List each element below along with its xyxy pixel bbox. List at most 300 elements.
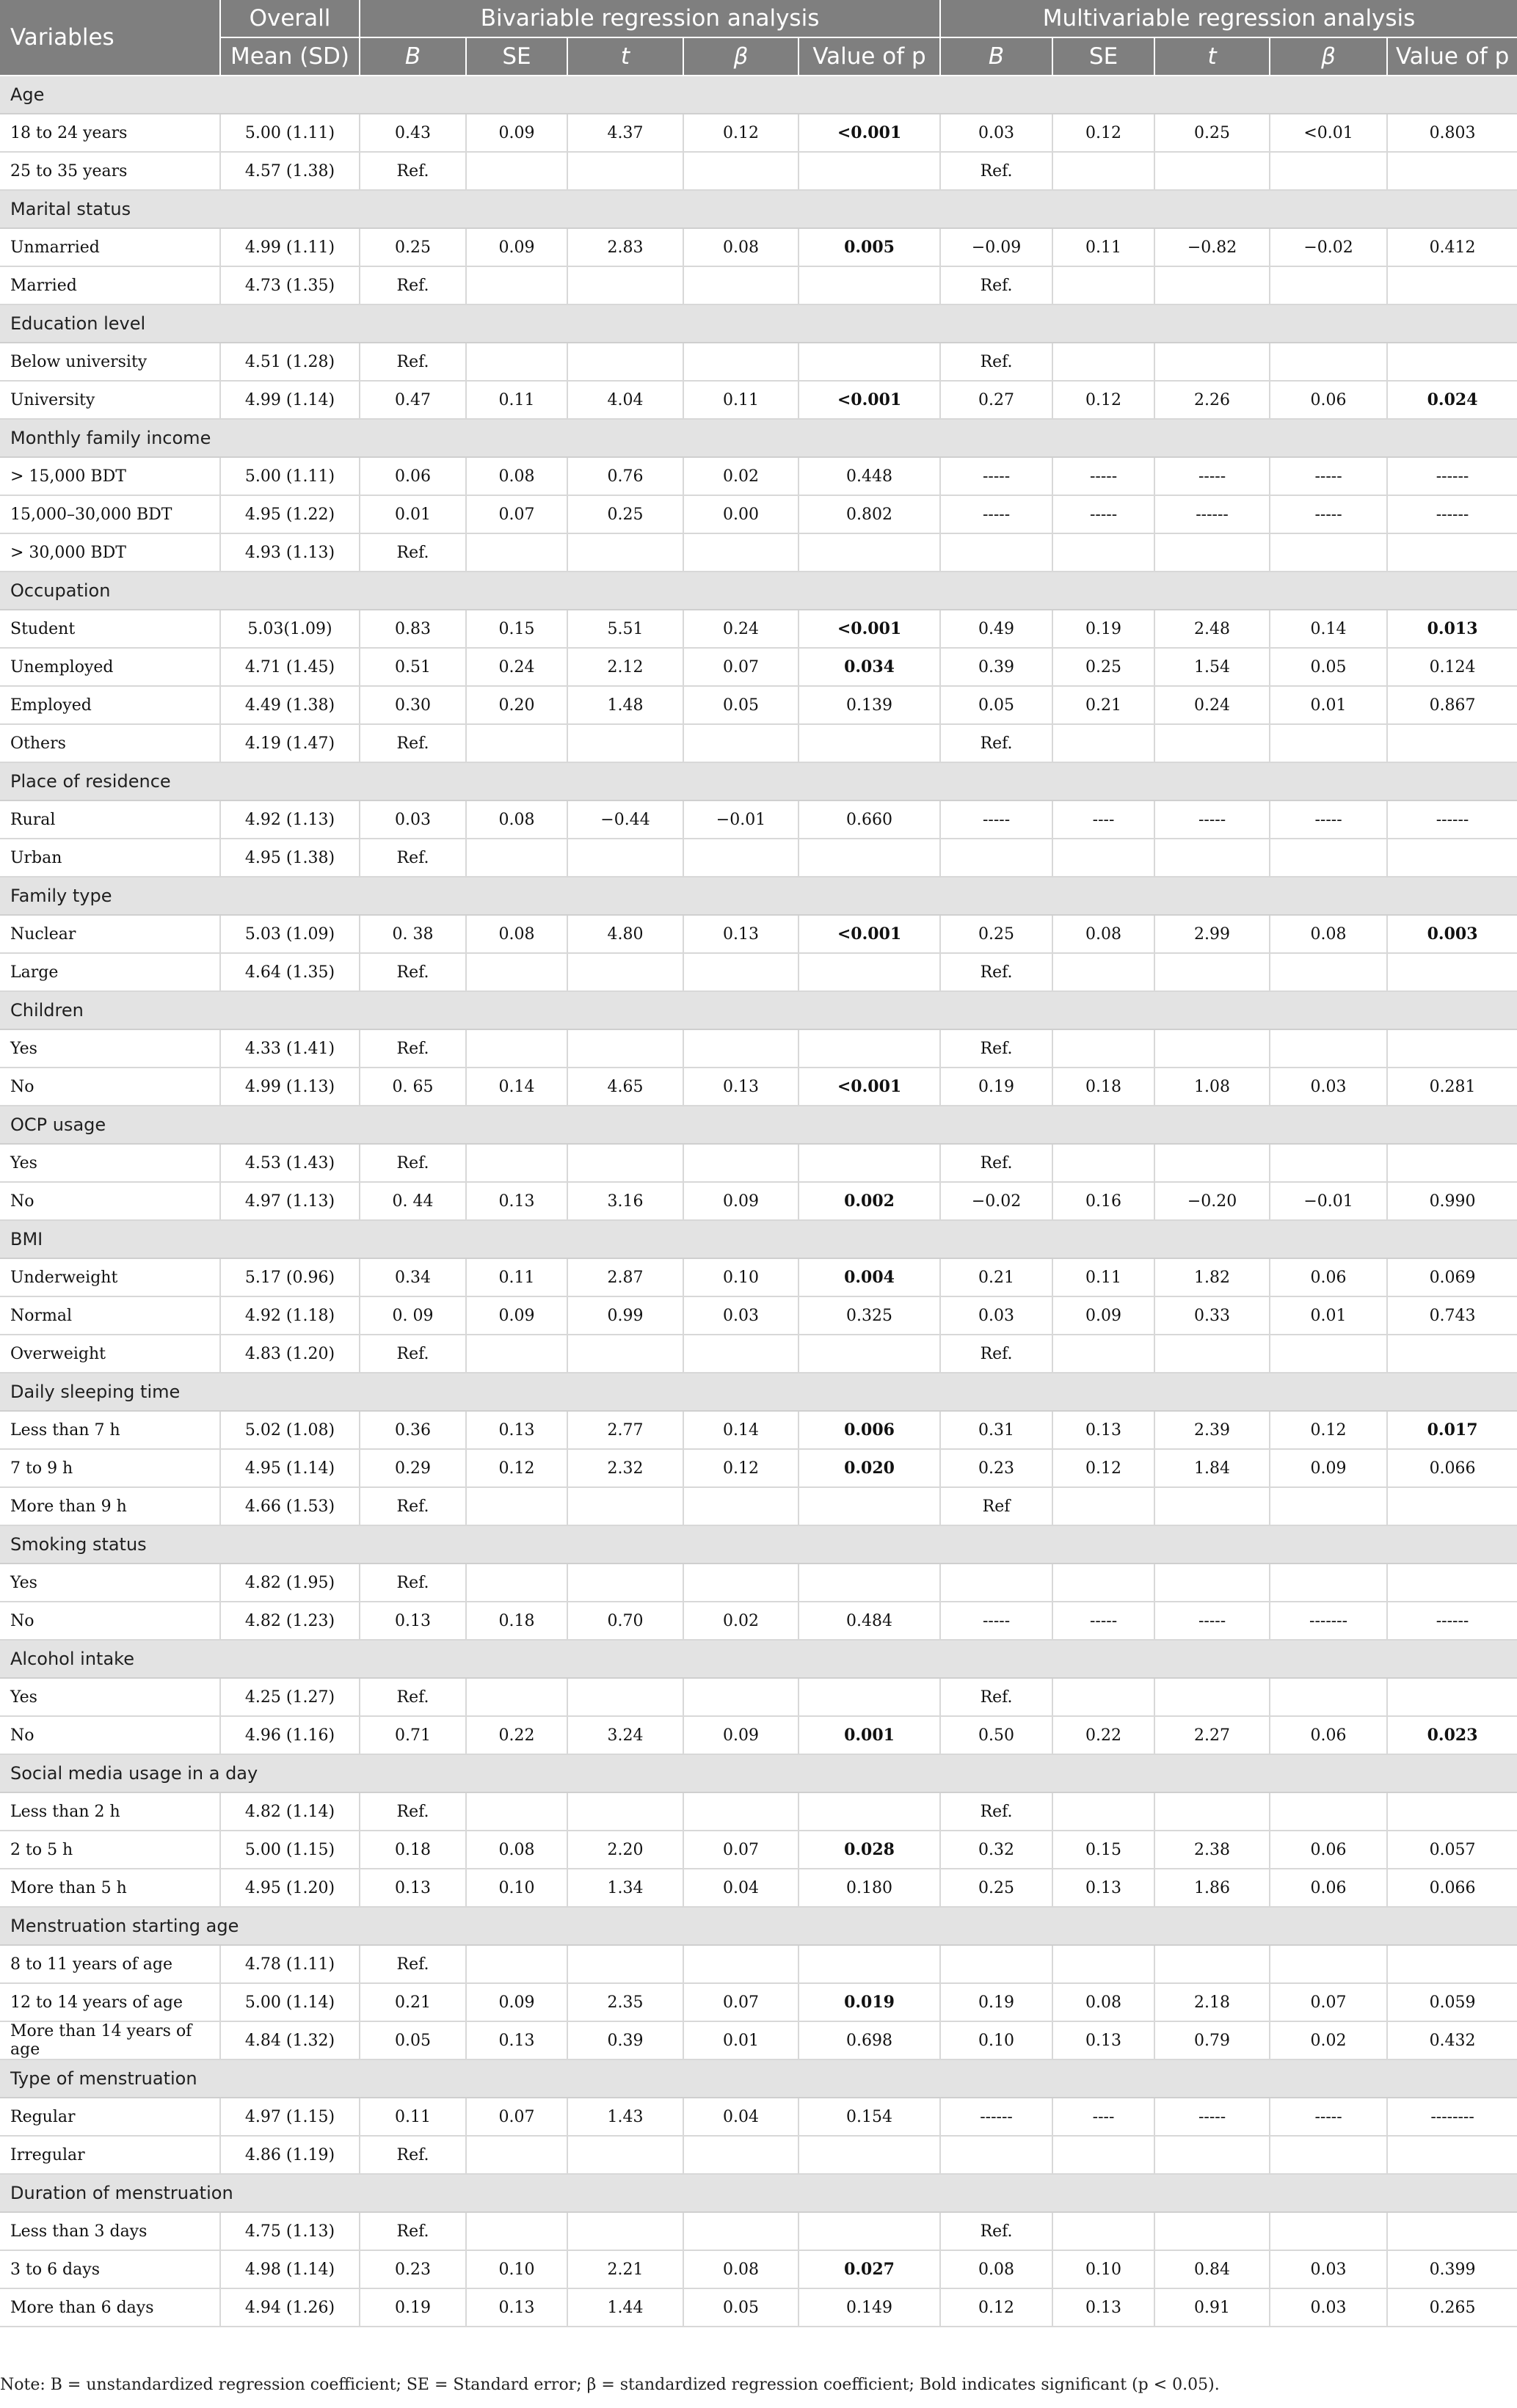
table-cell <box>1154 1792 1270 1831</box>
table-row <box>0 2098 1517 2136</box>
table-cell: 0.265 <box>1387 2288 1517 2327</box>
table-cell: Ref. <box>360 152 466 190</box>
table-cell: 0.066 <box>1387 1449 1517 1487</box>
table-row <box>0 2288 1517 2327</box>
table-cell: 0.47 <box>360 381 466 419</box>
table-cell: 2.32 <box>567 1449 683 1487</box>
category-label: Age <box>0 76 1517 114</box>
table-cell: 0.990 <box>1387 1182 1517 1220</box>
row-label: Yes <box>0 1564 220 1602</box>
table-cell: 0.432 <box>1387 2021 1517 2059</box>
row-label: 12 to 14 years of age <box>0 1983 220 2021</box>
row-label: Unmarried <box>0 228 220 266</box>
table-cell <box>466 839 567 877</box>
table-cell: 0.08 <box>683 228 798 266</box>
table-cell: −0.82 <box>1154 228 1270 266</box>
table-cell: 0.11 <box>466 1258 567 1296</box>
table-cell: 4.19 (1.47) <box>220 724 360 762</box>
category-row <box>0 1106 1517 1144</box>
table-cell <box>466 1335 567 1373</box>
table-cell <box>466 724 567 762</box>
table-cell <box>567 152 683 190</box>
table-cell: 0.08 <box>466 457 567 495</box>
table-cell: 4.66 (1.53) <box>220 1487 360 1525</box>
table-cell <box>798 1792 940 1831</box>
table-cell <box>798 1564 940 1602</box>
table-row <box>0 2136 1517 2174</box>
table-cell <box>567 1029 683 1068</box>
table-cell: 0.13 <box>1052 1869 1154 1907</box>
category-row <box>0 877 1517 915</box>
table-cell: 0.12 <box>466 1449 567 1487</box>
category-row <box>0 2174 1517 2212</box>
table-cell: 0.84 <box>1154 2250 1270 2288</box>
table-cell: 0.07 <box>1270 1983 1387 2021</box>
table-cell: 0.11 <box>1052 228 1154 266</box>
table-cell <box>683 1678 798 1716</box>
table-cell <box>1052 724 1154 762</box>
table-cell: 0.25 <box>360 228 466 266</box>
table-cell <box>798 953 940 991</box>
table-cell: 0.028 <box>798 1831 940 1869</box>
table-cell: ---- <box>1052 800 1154 839</box>
table-cell: 5.00 (1.15) <box>220 1831 360 1869</box>
table-cell: 4.33 (1.41) <box>220 1029 360 1068</box>
header-biv-beta: β <box>683 37 798 76</box>
table-cell: 5.00 (1.14) <box>220 1983 360 2021</box>
table-cell: Ref. <box>360 533 466 572</box>
table-cell: 0.07 <box>466 2098 567 2136</box>
table-cell: 0.13 <box>466 2021 567 2059</box>
table-cell <box>1270 343 1387 381</box>
table-cell <box>683 152 798 190</box>
table-row <box>0 2250 1517 2288</box>
table-cell: 0. 65 <box>360 1068 466 1106</box>
table-cell: <0.001 <box>798 1068 940 1106</box>
table-cell <box>798 1678 940 1716</box>
table-cell: 5.00 (1.11) <box>220 457 360 495</box>
table-row <box>0 381 1517 419</box>
table-cell: 4.95 (1.14) <box>220 1449 360 1487</box>
table-cell: 0.39 <box>567 2021 683 2059</box>
table-cell: 2.38 <box>1154 1831 1270 1869</box>
table-cell: 2.27 <box>1154 1716 1270 1754</box>
table-cell: Ref. <box>360 1144 466 1182</box>
table-cell: 0.99 <box>567 1296 683 1335</box>
row-label: 15,000–30,000 BDT <box>0 495 220 533</box>
table-cell <box>683 1144 798 1182</box>
table-cell: 0.14 <box>683 1411 798 1449</box>
table-cell <box>1052 1945 1154 1983</box>
table-cell: 4.73 (1.35) <box>220 266 360 304</box>
table-cell <box>466 953 567 991</box>
table-cell <box>683 1335 798 1373</box>
table-cell <box>683 343 798 381</box>
table-cell: Ref. <box>360 2212 466 2250</box>
table-cell: 0.01 <box>360 495 466 533</box>
table-cell <box>466 1945 567 1983</box>
table-cell: 0.13 <box>1052 1411 1154 1449</box>
row-label: Employed <box>0 686 220 724</box>
table-cell: 0.08 <box>1052 915 1154 953</box>
table-row <box>0 724 1517 762</box>
table-cell: ----- <box>1270 457 1387 495</box>
table-cell <box>1270 953 1387 991</box>
table-cell <box>1387 343 1517 381</box>
table-cell: 1.82 <box>1154 1258 1270 1296</box>
table-cell: 4.49 (1.38) <box>220 686 360 724</box>
table-cell: 0.13 <box>466 2288 567 2327</box>
table-cell: 5.51 <box>567 610 683 648</box>
table-cell <box>1052 2136 1154 2174</box>
table-cell <box>1270 1335 1387 1373</box>
table-cell: ----- <box>940 495 1052 533</box>
table-cell: 0.19 <box>360 2288 466 2327</box>
table-cell: 0.412 <box>1387 228 1517 266</box>
table-cell <box>1154 343 1270 381</box>
table-cell: −0.02 <box>1270 228 1387 266</box>
table-cell <box>683 266 798 304</box>
table-cell: 0.18 <box>360 1831 466 1869</box>
category-label: Smoking status <box>0 1525 1517 1564</box>
table-cell <box>1154 1144 1270 1182</box>
table-cell: 0.11 <box>1052 1258 1154 1296</box>
table-cell <box>466 1029 567 1068</box>
table-cell: 0.11 <box>466 381 567 419</box>
table-cell: Ref. <box>940 266 1052 304</box>
row-label: Irregular <box>0 2136 220 2174</box>
table-cell: 4.80 <box>567 915 683 953</box>
table-cell <box>567 266 683 304</box>
table-cell <box>1154 1945 1270 1983</box>
table-cell <box>1270 1678 1387 1716</box>
table-row <box>0 152 1517 190</box>
category-row <box>0 190 1517 228</box>
table-cell: 1.86 <box>1154 1869 1270 1907</box>
table-cell: 4.82 (1.14) <box>220 1792 360 1831</box>
table-cell: 0.027 <box>798 2250 940 2288</box>
table-row <box>0 839 1517 877</box>
row-label: Unemployed <box>0 648 220 686</box>
category-row <box>0 1907 1517 1945</box>
table-cell: 4.92 (1.13) <box>220 800 360 839</box>
table-cell: 0.149 <box>798 2288 940 2327</box>
table-cell: 0.06 <box>1270 1869 1387 1907</box>
table-cell: 0.20 <box>466 686 567 724</box>
table-cell <box>683 1029 798 1068</box>
table-cell: 4.57 (1.38) <box>220 152 360 190</box>
table-cell <box>1387 1144 1517 1182</box>
table-cell <box>466 266 567 304</box>
table-cell: 0.01 <box>1270 1296 1387 1335</box>
table-cell <box>798 2212 940 2250</box>
table-cell <box>1270 152 1387 190</box>
table-cell: Ref. <box>940 2212 1052 2250</box>
row-label: Student <box>0 610 220 648</box>
table-cell: 0.03 <box>1270 2288 1387 2327</box>
table-cell: 0.484 <box>798 1602 940 1640</box>
table-cell: 0.49 <box>940 610 1052 648</box>
header-biv-t: t <box>567 37 683 76</box>
table-cell: 0.25 <box>940 1869 1052 1907</box>
table-cell: 4.37 <box>567 114 683 152</box>
table-cell: Ref. <box>940 1792 1052 1831</box>
table-cell: 0.31 <box>940 1411 1052 1449</box>
row-label: No <box>0 1602 220 1640</box>
table-cell: 1.48 <box>567 686 683 724</box>
row-label: No <box>0 1182 220 1220</box>
row-label: Large <box>0 953 220 991</box>
table-cell: ----- <box>1052 495 1154 533</box>
table-cell: 0.09 <box>466 1296 567 1335</box>
table-row <box>0 1487 1517 1525</box>
table-cell <box>567 1487 683 1525</box>
category-row <box>0 762 1517 800</box>
table-cell: 1.34 <box>567 1869 683 1907</box>
header-bivariable: Bivariable regression analysis <box>360 0 940 37</box>
table-row <box>0 953 1517 991</box>
table-row <box>0 800 1517 839</box>
header-variables: Variables <box>0 0 220 76</box>
row-label: Yes <box>0 1678 220 1716</box>
table-cell <box>1387 152 1517 190</box>
table-cell: ----- <box>1154 457 1270 495</box>
table-cell: ------ <box>1387 457 1517 495</box>
table-cell: 0.12 <box>683 1449 798 1487</box>
table-cell: 0.006 <box>798 1411 940 1449</box>
table-cell <box>1387 1564 1517 1602</box>
table-cell <box>1052 839 1154 877</box>
table-cell: 0.06 <box>1270 1716 1387 1754</box>
table-cell <box>466 1564 567 1602</box>
table-cell: 2.35 <box>567 1983 683 2021</box>
table-cell: 0.10 <box>466 1869 567 1907</box>
table-header <box>0 0 1517 76</box>
table-cell: 0.05 <box>940 686 1052 724</box>
table-row <box>0 228 1517 266</box>
table-cell <box>1052 1678 1154 1716</box>
table-cell <box>1387 724 1517 762</box>
table-cell: 0.154 <box>798 2098 940 2136</box>
table-cell: 0.13 <box>1052 2288 1154 2327</box>
table-cell <box>798 152 940 190</box>
table-cell: Ref <box>940 1487 1052 1525</box>
table-cell: 0.867 <box>1387 686 1517 724</box>
table-row <box>0 1716 1517 1754</box>
table-cell: 0.07 <box>683 1831 798 1869</box>
table-cell: 0.25 <box>940 915 1052 953</box>
table-cell <box>1154 1564 1270 1602</box>
table-cell: 0.13 <box>1052 2021 1154 2059</box>
table-cell <box>466 2136 567 2174</box>
table-cell: 0.07 <box>683 648 798 686</box>
table-cell: 5.03 (1.09) <box>220 915 360 953</box>
table-cell: 0.03 <box>683 1296 798 1335</box>
table-cell: 0.12 <box>1052 381 1154 419</box>
category-label: BMI <box>0 1220 1517 1258</box>
table-cell <box>798 1144 940 1182</box>
table-cell: 0.30 <box>360 686 466 724</box>
table-cell: ----- <box>940 1602 1052 1640</box>
table-cell: 4.82 (1.23) <box>220 1602 360 1640</box>
table-cell: 2.48 <box>1154 610 1270 648</box>
table-cell: 0.13 <box>466 1411 567 1449</box>
row-label: Urban <box>0 839 220 877</box>
category-row <box>0 1754 1517 1792</box>
table-cell: 0.10 <box>940 2021 1052 2059</box>
table-cell: −0.01 <box>683 800 798 839</box>
table-cell <box>466 533 567 572</box>
table-cell <box>1052 343 1154 381</box>
table-cell: Ref. <box>360 1335 466 1373</box>
table-cell <box>1270 839 1387 877</box>
table-cell: 0.16 <box>1052 1182 1154 1220</box>
table-cell <box>1154 1487 1270 1525</box>
table-cell: <0.001 <box>798 381 940 419</box>
table-cell: 0.09 <box>466 1983 567 2021</box>
category-row <box>0 76 1517 114</box>
table-cell <box>1052 533 1154 572</box>
table-cell: ----- <box>1270 800 1387 839</box>
table-cell <box>567 2212 683 2250</box>
header-mult-t: t <box>1154 37 1270 76</box>
table-cell <box>940 2136 1052 2174</box>
header-biv-se: SE <box>466 37 567 76</box>
table-cell <box>683 724 798 762</box>
table-cell: 5.02 (1.08) <box>220 1411 360 1449</box>
table-cell: 0.08 <box>1270 915 1387 953</box>
table-cell: 0.660 <box>798 800 940 839</box>
table-cell: Ref. <box>940 1029 1052 1068</box>
table-cell: Ref. <box>940 1335 1052 1373</box>
category-row <box>0 1640 1517 1678</box>
table-cell: 0.09 <box>683 1182 798 1220</box>
row-label: Others <box>0 724 220 762</box>
header-mult-beta: β <box>1270 37 1387 76</box>
row-label: No <box>0 1068 220 1106</box>
table-cell: 0.13 <box>683 1068 798 1106</box>
category-label: Place of residence <box>0 762 1517 800</box>
table-cell <box>1387 953 1517 991</box>
table-cell <box>567 1792 683 1831</box>
table-cell: 5.03(1.09) <box>220 610 360 648</box>
table-cell: 4.65 <box>567 1068 683 1106</box>
table-cell: Ref. <box>360 1029 466 1068</box>
table-cell: 3.16 <box>567 1182 683 1220</box>
table-cell: 1.08 <box>1154 1068 1270 1106</box>
table-cell: <0.001 <box>798 610 940 648</box>
table-cell: 0.19 <box>1052 610 1154 648</box>
table-cell: 0.139 <box>798 686 940 724</box>
table-cell: −0.02 <box>940 1182 1052 1220</box>
table-cell: 5.17 (0.96) <box>220 1258 360 1296</box>
table-cell <box>567 2136 683 2174</box>
table-cell <box>683 839 798 877</box>
table-cell: 4.97 (1.15) <box>220 2098 360 2136</box>
table-cell: 0.12 <box>1270 1411 1387 1449</box>
table-cell: 0.013 <box>1387 610 1517 648</box>
table-cell: ----- <box>1270 495 1387 533</box>
table-cell <box>1387 533 1517 572</box>
table-cell: 0.066 <box>1387 1869 1517 1907</box>
table-cell: ----- <box>1052 457 1154 495</box>
table-cell: 4.78 (1.11) <box>220 1945 360 1983</box>
row-label: Nuclear <box>0 915 220 953</box>
table-cell: 0.017 <box>1387 1411 1517 1449</box>
table-cell: 0.020 <box>798 1449 940 1487</box>
table-cell: 0.06 <box>360 457 466 495</box>
table-cell <box>466 2212 567 2250</box>
table-cell: 0.03 <box>1270 1068 1387 1106</box>
table-cell: 4.95 (1.22) <box>220 495 360 533</box>
table-cell: 0.36 <box>360 1411 466 1449</box>
table-cell: 0.001 <box>798 1716 940 1754</box>
table-cell: 0.04 <box>683 1869 798 1907</box>
table-body <box>0 76 1517 2327</box>
table-cell: 0.12 <box>1052 114 1154 152</box>
table-cell: 0.09 <box>1270 1449 1387 1487</box>
table-cell: 2.21 <box>567 2250 683 2288</box>
table-cell: 4.04 <box>567 381 683 419</box>
table-row <box>0 1678 1517 1716</box>
table-cell: Ref. <box>940 1144 1052 1182</box>
table-cell: 4.99 (1.11) <box>220 228 360 266</box>
table-cell <box>1387 1945 1517 1983</box>
table-row <box>0 1564 1517 1602</box>
table-cell: 0.23 <box>940 1449 1052 1487</box>
table-cell <box>466 1144 567 1182</box>
table-cell: Ref. <box>940 343 1052 381</box>
table-cell <box>1270 1564 1387 1602</box>
table-cell: 0.25 <box>567 495 683 533</box>
table-cell: 0.24 <box>1154 686 1270 724</box>
table-cell <box>1270 1792 1387 1831</box>
table-cell: Ref. <box>940 152 1052 190</box>
table-row <box>0 1945 1517 1983</box>
table-cell: Ref. <box>360 1678 466 1716</box>
table-cell <box>1052 266 1154 304</box>
table-cell <box>466 1487 567 1525</box>
table-row <box>0 1983 1517 2021</box>
table-cell: 0.33 <box>1154 1296 1270 1335</box>
table-cell: 0.13 <box>360 1602 466 1640</box>
table-cell: 4.25 (1.27) <box>220 1678 360 1716</box>
table-cell: Ref. <box>940 724 1052 762</box>
table-cell: 0.14 <box>1270 610 1387 648</box>
table-cell: 0.10 <box>466 2250 567 2288</box>
table-cell <box>1270 2136 1387 2174</box>
table-cell <box>798 724 940 762</box>
table-cell: 0.18 <box>1052 1068 1154 1106</box>
table-row <box>0 1449 1517 1487</box>
table-row <box>0 610 1517 648</box>
table-row <box>0 533 1517 572</box>
table-cell: 0.003 <box>1387 915 1517 953</box>
table-cell: 1.54 <box>1154 648 1270 686</box>
table-cell: 4.71 (1.45) <box>220 648 360 686</box>
table-cell: 0.024 <box>1387 381 1517 419</box>
table-cell <box>798 343 940 381</box>
table-cell: 0.10 <box>1052 2250 1154 2288</box>
table-cell: Ref. <box>360 343 466 381</box>
table-cell: 0.24 <box>466 648 567 686</box>
table-cell: 0.76 <box>567 457 683 495</box>
table-cell <box>1387 839 1517 877</box>
table-cell: Ref. <box>360 953 466 991</box>
table-cell: 1.84 <box>1154 1449 1270 1487</box>
table-cell: 4.93 (1.13) <box>220 533 360 572</box>
table-cell <box>1387 1792 1517 1831</box>
